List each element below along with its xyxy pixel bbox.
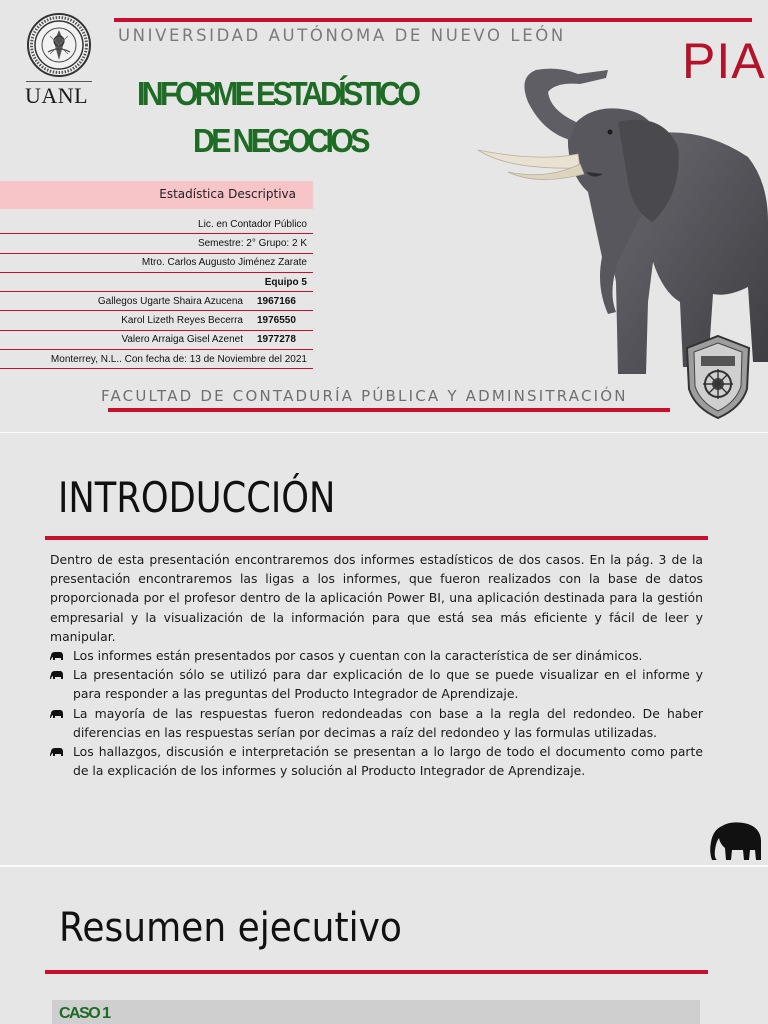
place-date-text: Monterrey, N.L.. Con fecha de: 13 de Noviembre del 2021 — [50, 353, 307, 365]
member-id: 1976550 — [257, 315, 296, 327]
top-red-rule — [114, 18, 752, 22]
member-name: Gallegos Ugarte Shaira Azucena — [97, 295, 243, 307]
list-item — [50, 646, 703, 665]
subject-name: Estadística Descriptiva — [159, 187, 296, 201]
logo-rule — [26, 81, 92, 82]
case-label: CASO 1 — [59, 1005, 110, 1022]
bottom-red-rule — [108, 408, 670, 412]
member-row — [0, 292, 313, 311]
uanl-seal-icon — [26, 12, 92, 78]
member-row — [0, 311, 313, 330]
introduction-bullet-list — [50, 646, 703, 780]
career-text: Lic. en Contador Público — [198, 218, 307, 230]
member-row — [0, 331, 313, 350]
list-item — [50, 704, 703, 742]
executive-summary-red-rule — [45, 970, 708, 974]
executive-summary-heading: Resumen ejecutivo — [59, 905, 402, 951]
teacher-text: Mtro. Carlos Augusto Jiménez Zarate — [141, 257, 307, 269]
introduction-heading: INTRODUCCIÓN — [58, 473, 336, 522]
place-date-row — [0, 350, 313, 369]
semester-row — [0, 234, 313, 253]
member-name: Valero Arraiga Gisel Azenet — [121, 334, 243, 346]
introduction-slide — [0, 433, 768, 865]
member-name: Karol Lizeth Reyes Becerra — [121, 315, 243, 327]
faculty-seal-icon — [683, 334, 753, 420]
team-row — [0, 273, 313, 292]
elephant-bullet-icon — [50, 651, 64, 661]
case-bar — [52, 1000, 700, 1024]
elephant-bullet-icon — [50, 747, 64, 757]
elephant-illustration-icon — [468, 62, 768, 380]
career-row — [0, 215, 313, 234]
member-id: 1977278 — [257, 334, 296, 346]
bullet-text: Los informes están presentados por casos y cuentan con la característica de ser dinámicos. — [73, 648, 643, 664]
pia-label: PIA — [682, 33, 766, 89]
teacher-row — [0, 254, 313, 273]
report-title-line2: DE NEGOCIOS — [193, 122, 367, 159]
report-title-line1: INFORME ESTADÍSTICO — [137, 75, 418, 112]
introduction-paragraph: Dentro de esta presentación encontraremos dos informes estadísticos de dos casos. En la pág. 3 de la presentación encontraremos las ligas a los informes, que fueron realizados con la base de datos proporcionada por el profesor dentro de la aplicación Power BI, una aplicación destinada para la gestión empresarial y la visualización de la información para que está sea más eficiente y fácil de leer y manipular. — [50, 552, 703, 644]
elephant-bullet-icon — [50, 709, 64, 719]
elephant-bullet-icon — [50, 670, 64, 680]
member-id: 1967166 — [257, 295, 296, 307]
uanl-logo-text: UANL — [25, 83, 89, 108]
cover-slide — [0, 0, 768, 432]
bullet-text: La presentación sólo se utilizó para dar explicación de lo que se puede visualizar en el informe y para responder a las preguntas del Producto Integrador de Aprendizaje. — [73, 667, 703, 702]
list-item — [50, 665, 703, 703]
university-name: UNIVERSIDAD AUTÓNOMA DE NUEVO LEÓN — [118, 26, 566, 45]
introduction-body — [50, 550, 703, 780]
list-item — [50, 742, 703, 780]
cover-info-table — [0, 215, 313, 369]
faculty-name: FACULTAD DE CONTADURÍA PÚBLICA Y ADMINSITRACIÓN — [101, 387, 628, 405]
subject-band — [0, 181, 313, 209]
semester-text: Semestre: 2° Grupo: 2 K — [197, 237, 307, 249]
bullet-text: La mayoría de las respuestas fueron redondeadas con base a la regla del redondeo. De haber diferencias en las respuestas serían por decimas a raíz del redondeo y las formulas utilizadas. — [73, 705, 703, 740]
elephant-silhouette-icon — [708, 820, 762, 864]
team-text: Equipo 5 — [264, 276, 307, 288]
introduction-red-rule — [45, 536, 708, 540]
bullet-text: Los hallazgos, discusión e interpretación se presentan a lo largo de todo el documento como parte de la explicación de los informes y solución al Producto Integrador de Aprendizaje. — [73, 744, 703, 779]
executive-summary-slide — [0, 867, 768, 1024]
